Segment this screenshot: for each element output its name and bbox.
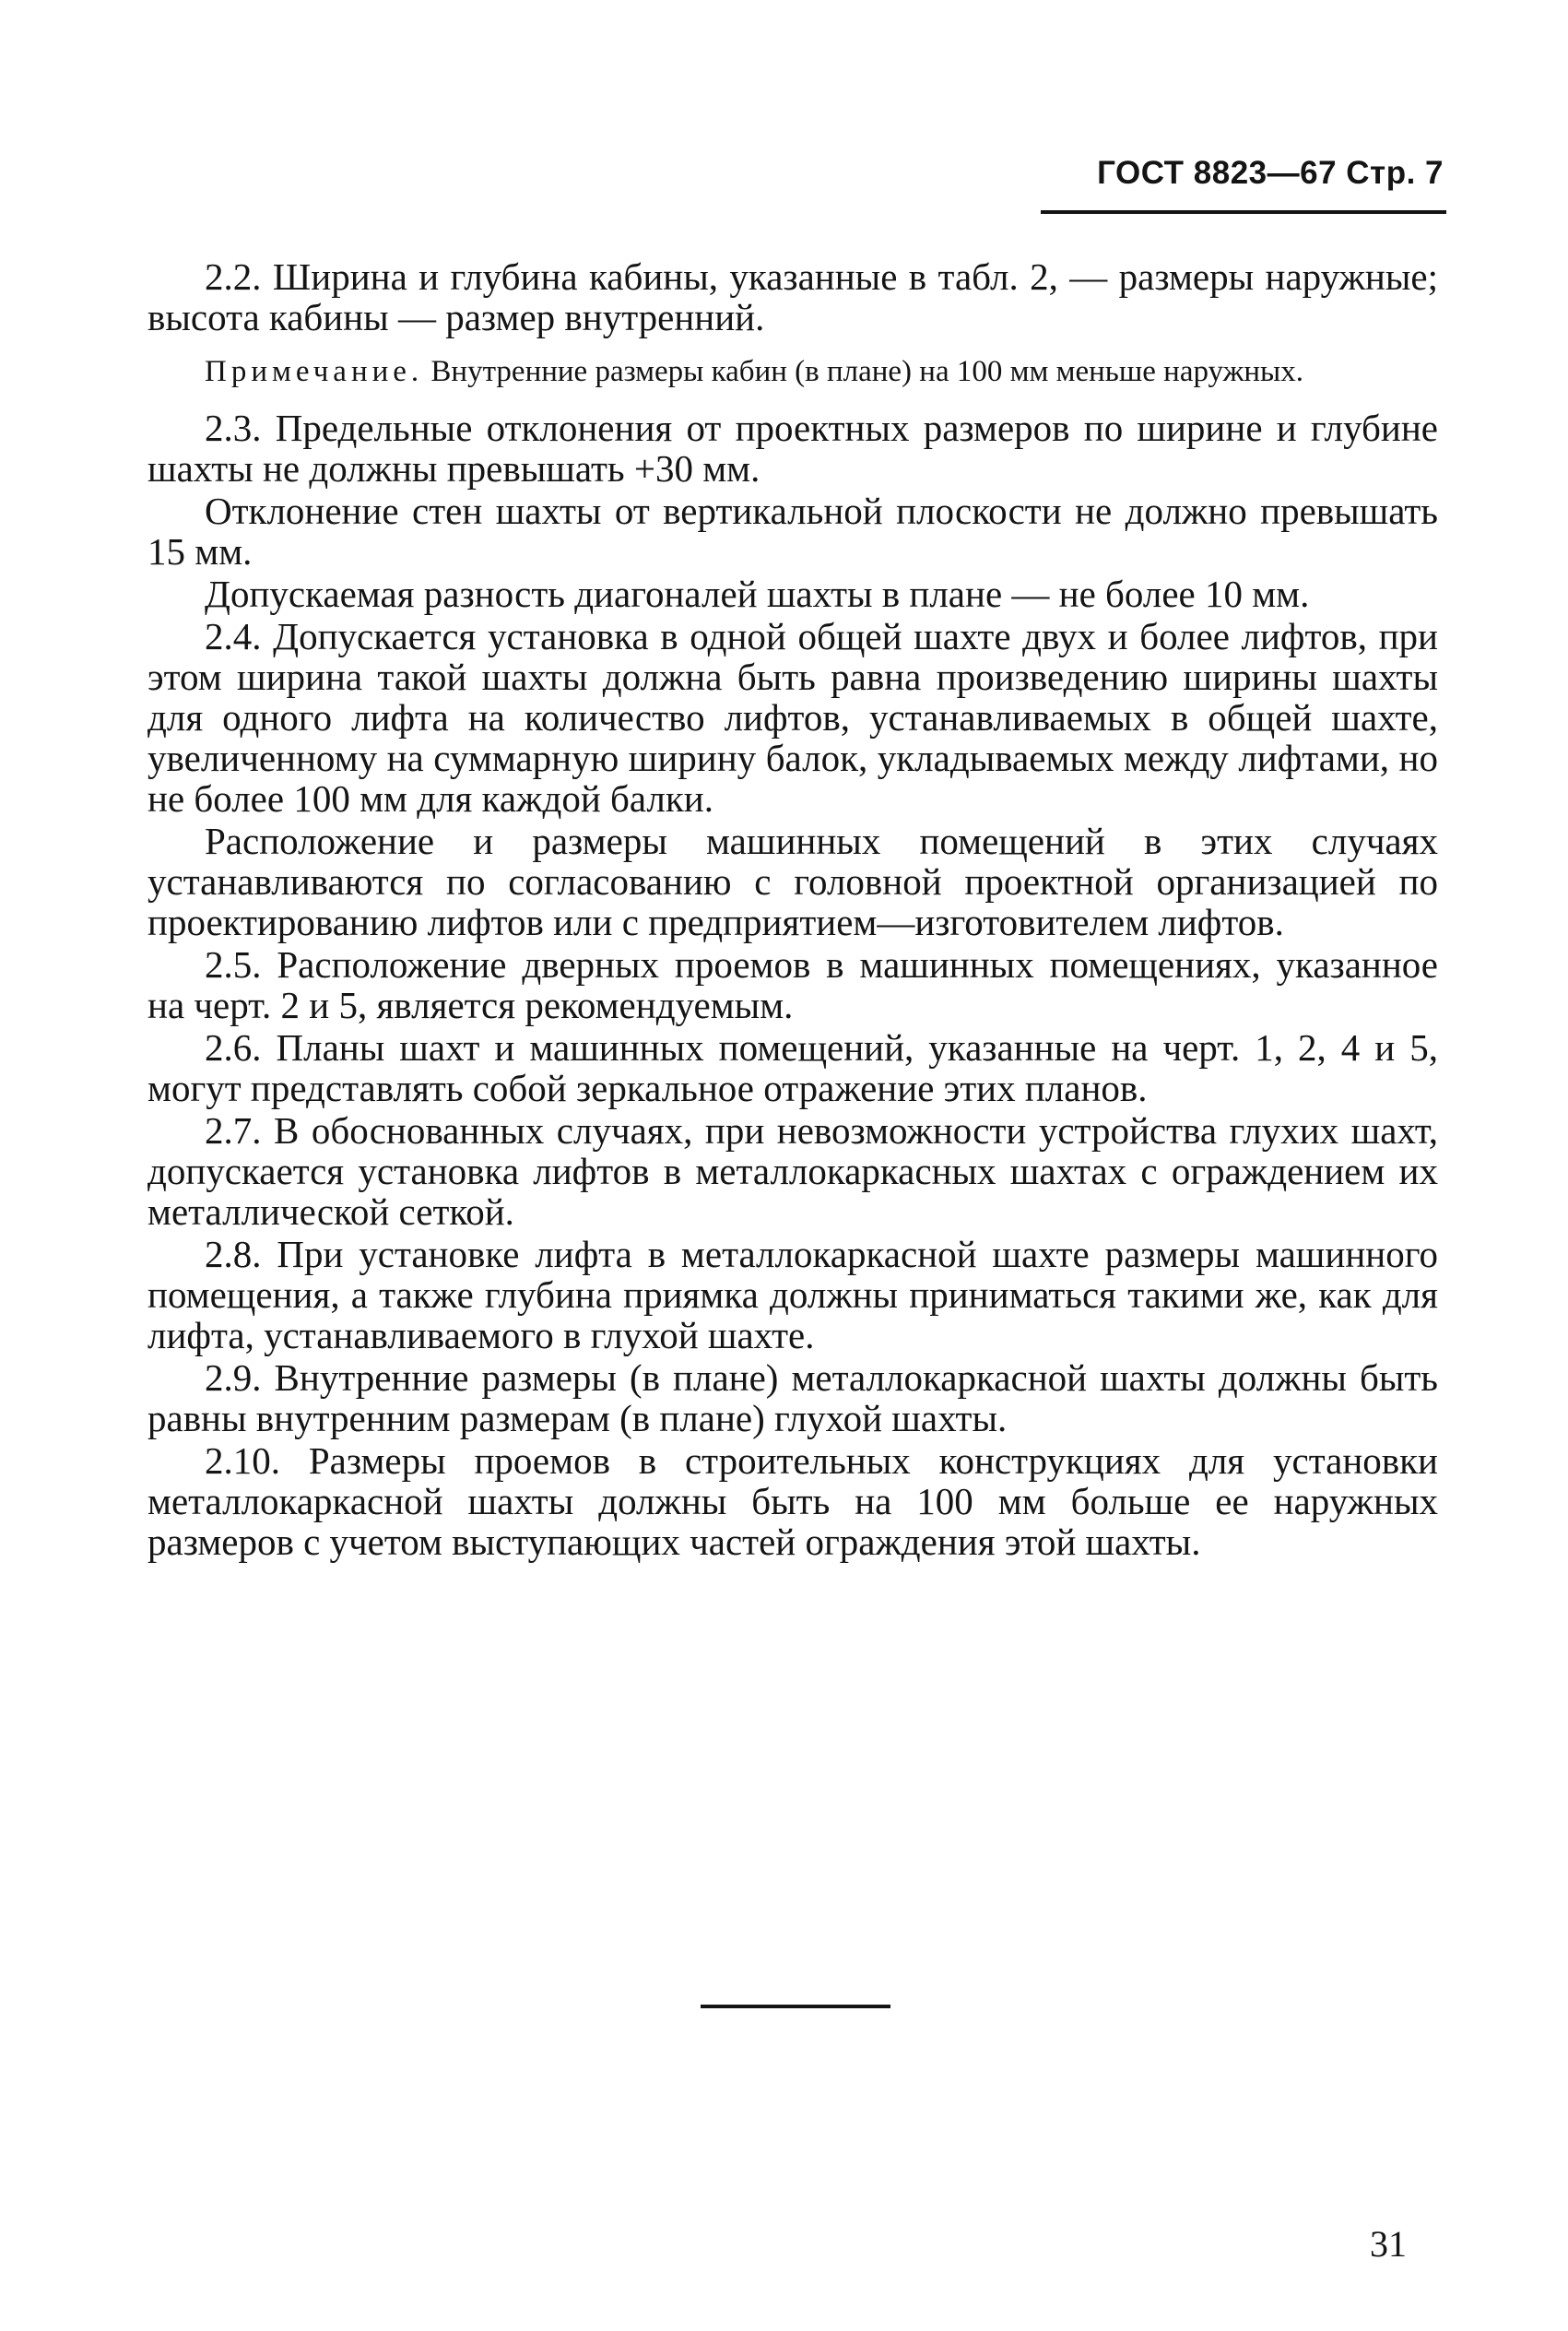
- paragraph-2-8: 2.8. При установке лифта в металлокаркасной шахте размеры машинного помещения, а также глубина приямка должны приниматься такими же, как для лифта, устанавливаемого в глухой шахте.: [147, 1233, 1438, 1356]
- header-divider: [1041, 210, 1446, 214]
- page-header: ГОСТ 8823—67 Стр. 7: [1097, 155, 1444, 191]
- note: [147, 352, 1438, 391]
- paragraph-2-9: 2.9. Внутренние размеры (в плане) металлокаркасной шахты должны быть равны внутренним размерам (в плане) глухой шахты.: [147, 1356, 1438, 1439]
- document-body: [147, 256, 1438, 1564]
- paragraph-2-3-diagonals: Допускаемая разность диагоналей шахты в плане — не более 10 мм.: [205, 573, 1310, 615]
- paragraph-2-4-machine-rooms: Расположение и размеры машинных помещений в этих случаях устанавливаются по согласованию с головной проектной организацией по проектированию лифтов или с предприятием—изготовителем лифтов.: [147, 820, 1438, 943]
- note-label: Примечание.: [205, 355, 424, 388]
- note-text: Внутренние размеры кабин (в плане) на 100 мм меньше наружных.: [430, 355, 1303, 388]
- paragraph-2-5: 2.5. Расположение дверных проемов в машинных помещениях, указанное на черт. 2 и 5, является рекомендуемым.: [147, 943, 1438, 1026]
- paragraph-2-6: 2.6. Планы шахт и машинных помещений, указанные на черт. 1, 2, 4 и 5, могут представлять собой зеркальное отражение этих планов.: [147, 1026, 1438, 1109]
- page-number: 31: [1370, 2223, 1407, 2265]
- paragraph-2-4: 2.4. Допускается установка в одной общей шахте двух и более лифтов, при этом ширина такой шахты должна быть равна произведению ширины шахты для одного лифта на количество лифтов, устанавливаемых в общей шахте, увеличенному на суммарную ширину балок, укладываемых между лифтами, но не более 100 мм для каждой балки.: [147, 615, 1438, 820]
- end-divider: [701, 2005, 890, 2008]
- paragraph-2-3-wall-deviation: Отклонение стен шахты от вертикальной плоскости не должно превышать 15 мм.: [147, 490, 1438, 573]
- paragraph-2-3: 2.3. Предельные отклонения от проектных размеров по ширине и глубине шахты не должны превышать +30 мм.: [147, 407, 1438, 490]
- paragraph-2-2: 2.2. Ширина и глубина кабины, указанные в табл. 2, — размеры наружные; высота кабины — размер внутренний.: [147, 255, 1438, 338]
- paragraph-2-7: 2.7. В обоснованных случаях, при невозможности устройства глухих шахт, допускается установка лифтов в металлокаркасных шахтах с ограждением их металлической сеткой.: [147, 1109, 1438, 1233]
- paragraph-2-10: 2.10. Размеры проемов в строительных конструкциях для установки металлокаркасной шахты должны быть на 100 мм больше ее наружных размеров с учетом выступающих частей ограждения этой шахты.: [147, 1439, 1438, 1563]
